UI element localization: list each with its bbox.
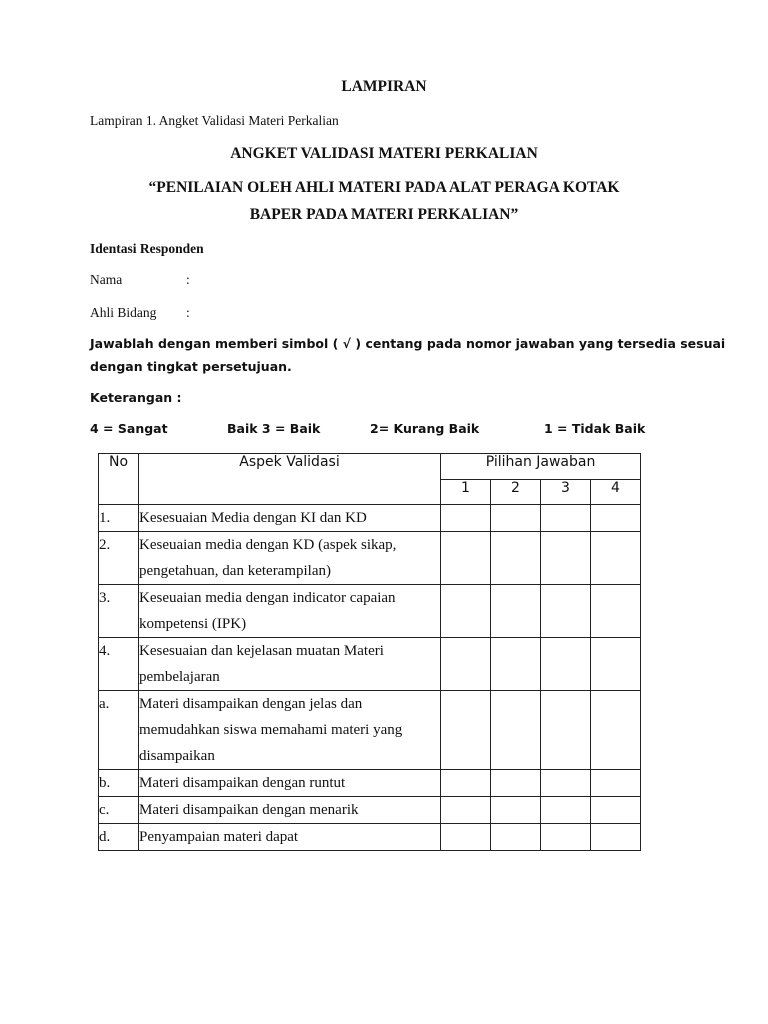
row-number: 2.	[99, 532, 139, 585]
answer-cell-3[interactable]	[541, 691, 591, 770]
row-number: a.	[99, 691, 139, 770]
answer-cell-4[interactable]	[591, 585, 641, 638]
answer-cell-3[interactable]	[541, 585, 591, 638]
answer-cell-2[interactable]	[491, 797, 541, 824]
answer-cell-2[interactable]	[491, 532, 541, 585]
row-number: b.	[99, 770, 139, 797]
table-row	[99, 770, 641, 797]
row-number: c.	[99, 797, 139, 824]
answer-cell-4[interactable]	[591, 638, 641, 691]
answer-cell-1[interactable]	[441, 585, 491, 638]
validation-table	[98, 453, 641, 851]
row-aspek: Penyampaian materi dapat	[139, 824, 441, 851]
row-number: 3.	[99, 585, 139, 638]
instruction-line-1: Jawablah dengan memberi simbol ( √ ) centang pada nomor jawaban yang tersedia sesuai	[90, 336, 726, 351]
answer-cell-3[interactable]	[541, 770, 591, 797]
row-aspek: Kesesuaian dan kejelasan muatan Materi pembelajaran	[139, 638, 441, 691]
header-no: No	[99, 454, 139, 505]
scale-item: Baik 3 = Baik	[227, 421, 321, 436]
answer-cell-2[interactable]	[491, 638, 541, 691]
answer-cell-4[interactable]	[591, 505, 641, 532]
answer-cell-4[interactable]	[591, 824, 641, 851]
answer-cell-2[interactable]	[491, 505, 541, 532]
answer-cell-4[interactable]	[591, 797, 641, 824]
field-separator: :	[186, 272, 190, 287]
header-score-2: 2	[491, 480, 541, 505]
table-row	[99, 824, 641, 851]
questionnaire-quote-line-2: BAPER PADA MATERI PERKALIAN”	[249, 206, 519, 223]
header-score-4: 4	[591, 480, 641, 505]
answer-cell-1[interactable]	[441, 770, 491, 797]
table-row	[99, 532, 641, 585]
legend-title: Keterangan :	[90, 390, 182, 405]
row-aspek: Materi disampaikan dengan menarik	[139, 797, 441, 824]
answer-cell-4[interactable]	[591, 691, 641, 770]
answer-cell-2[interactable]	[491, 585, 541, 638]
answer-cell-1[interactable]	[441, 638, 491, 691]
table-row	[99, 797, 641, 824]
header-score-3: 3	[541, 480, 591, 505]
field-label: Ahli Bidang	[90, 305, 157, 320]
questionnaire-quote-line-1: “PENILAIAN OLEH AHLI MATERI PADA ALAT PERAGA KOTAK	[148, 179, 620, 196]
answer-cell-3[interactable]	[541, 824, 591, 851]
appendix-subtitle: Lampiran 1. Angket Validasi Materi Perkalian	[90, 113, 339, 128]
questionnaire-heading: ANGKET VALIDASI MATERI PERKALIAN	[230, 145, 538, 162]
answer-cell-1[interactable]	[441, 691, 491, 770]
table-row	[99, 691, 641, 770]
row-aspek: Keseuaian media dengan indicator capaian kompetensi (IPK)	[139, 585, 441, 638]
scale-item: 4 = Sangat	[90, 421, 168, 436]
answer-cell-3[interactable]	[541, 505, 591, 532]
answer-cell-1[interactable]	[441, 505, 491, 532]
answer-cell-2[interactable]	[491, 770, 541, 797]
answer-cell-3[interactable]	[541, 638, 591, 691]
answer-cell-4[interactable]	[591, 532, 641, 585]
answer-cell-3[interactable]	[541, 797, 591, 824]
field-separator: :	[186, 305, 190, 320]
row-number: d.	[99, 824, 139, 851]
answer-cell-2[interactable]	[491, 824, 541, 851]
table-row	[99, 505, 641, 532]
row-aspek: Kesesuaian Media dengan KI dan KD	[139, 505, 441, 532]
field-label: Nama	[90, 272, 123, 287]
instruction-line-2: dengan tingkat persetujuan.	[90, 359, 292, 374]
scale-item: 1 = Tidak Baik	[544, 421, 646, 436]
answer-cell-1[interactable]	[441, 797, 491, 824]
answer-cell-1[interactable]	[441, 824, 491, 851]
row-aspek: Materi disampaikan dengan runtut	[139, 770, 441, 797]
page-title: LAMPIRAN	[341, 78, 427, 95]
row-aspek: Materi disampaikan dengan jelas dan memudahkan siswa memahami materi yang disampaikan	[139, 691, 441, 770]
answer-cell-3[interactable]	[541, 532, 591, 585]
respondent-section-title: Identasi Responden	[90, 241, 204, 256]
row-number: 4.	[99, 638, 139, 691]
answer-cell-2[interactable]	[491, 691, 541, 770]
answer-cell-4[interactable]	[591, 770, 641, 797]
table-row	[99, 638, 641, 691]
row-number: 1.	[99, 505, 139, 532]
header-score-1: 1	[441, 480, 491, 505]
row-aspek: Keseuaian media dengan KD (aspek sikap, pengetahuan, dan keterampilan)	[139, 532, 441, 585]
header-pilihan-jawaban: Pilihan Jawaban	[441, 454, 641, 480]
scale-item: 2= Kurang Baik	[370, 421, 480, 436]
answer-cell-1[interactable]	[441, 532, 491, 585]
table-row	[99, 585, 641, 638]
header-aspek-validasi: Aspek Validasi	[139, 454, 441, 505]
